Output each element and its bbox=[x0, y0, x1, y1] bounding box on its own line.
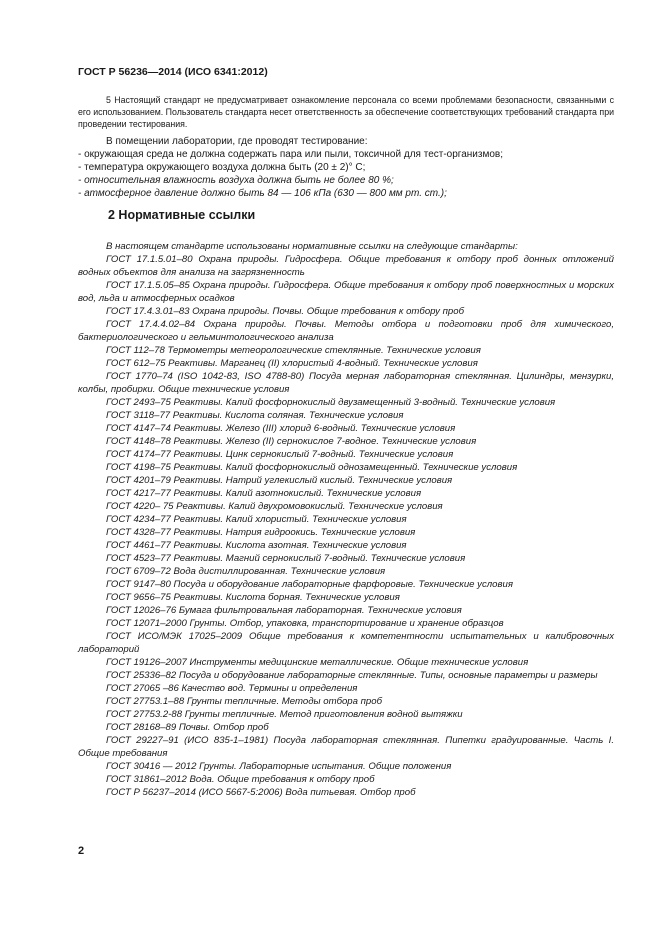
reference-item: ГОСТ 612–75 Реактивы. Марганец (II) хлористый 4-водный. Технические условия bbox=[106, 358, 478, 369]
reference-item: ГОСТ 4174–77 Реактивы. Цинк сернокислый 7-водный. Технические условия bbox=[106, 449, 454, 460]
reference-item: ГОСТ 31861–2012 Вода. Общие требования к отбору проб bbox=[106, 774, 375, 785]
reference-item: ГОСТ 27065 –86 Качество вод. Термины и определения bbox=[106, 683, 358, 694]
reference-item: ГОСТ 9147–80 Посуда и оборудование лабораторные фарфоровые. Технические условия bbox=[106, 579, 513, 590]
lab-conditions bbox=[78, 135, 614, 200]
reference-item: ГОСТ 112–78 Термометры метеорологические стеклянные. Технические условия bbox=[106, 345, 481, 356]
page-number: 2 bbox=[78, 845, 85, 857]
reference-item: ГОСТ 1770–74 (ISO 1042-83, ISO 4788-80) Посуда мерная лабораторная стеклянная. Цилиндры, мензурки, колбы, пробирки. Общие технические условия bbox=[78, 371, 614, 395]
reference-item: ГОСТ 4328–77 Реактивы. Натрия гидроокись. Технические условия bbox=[106, 527, 416, 538]
reference-item: ГОСТ 4220– 75 Реактивы. Калий двухромовокислый. Технические условия bbox=[106, 501, 443, 512]
reference-item: ГОСТ 4147–74 Реактивы. Железо (III) хлорид 6-водный. Технические условия bbox=[106, 423, 456, 434]
condition-item: - температура окружающего воздуха должна быть (20 ± 2)° С; bbox=[78, 162, 366, 173]
reference-item: ГОСТ 30416 — 2012 Грунты. Лабораторные испытания. Общие положения bbox=[106, 761, 452, 772]
reference-item: ГОСТ 28168–89 Почвы. Отбор проб bbox=[106, 722, 269, 733]
reference-item: ГОСТ 27753.1–88 Грунты тепличные. Методы отбора проб bbox=[106, 696, 382, 707]
reference-item: ГОСТ 17.1.5.05–85 Охрана природы. Гидросфера. Общие требования к отбору проб поверхностных и морских вод, льда и атмосферных осадков bbox=[78, 280, 614, 304]
normative-references bbox=[78, 240, 614, 799]
reference-item: ГОСТ 2493–75 Реактивы. Калий фосфорнокислый двузамещенный 3-водный. Технические условия bbox=[106, 397, 556, 408]
reference-item: ГОСТ Р 56237–2014 (ИСО 5667-5:2006) Вода питьевая. Отбор проб bbox=[106, 787, 416, 798]
reference-item: ГОСТ 4198–75 Реактивы. Калий фосфорнокислый однозамещенный. Технические условия bbox=[106, 462, 518, 473]
reference-item: ГОСТ 4234–77 Реактивы. Калий хлористый. Технические условия bbox=[106, 514, 407, 525]
reference-item: ГОСТ ИСО/МЭК 17025–2009 Общие требования к компетентности испытательных и калибровочных лабораторий bbox=[78, 631, 614, 655]
document-header: ГОСТ Р 56236—2014 (ИСО 6341:2012) bbox=[78, 66, 268, 78]
condition-item: - относительная влажность воздуха должна быть не более 80 %; bbox=[78, 175, 394, 186]
refs-intro: В настоящем стандарте использованы нормативные ссылки на следующие стандарты: bbox=[106, 241, 518, 252]
condition-item: - атмосферное давление должно быть 84 — 106 кПа (630 — 800 мм рт. ст.); bbox=[78, 188, 447, 199]
reference-item: ГОСТ 17.4.4.02–84 Охрана природы. Почвы. Методы отбора и подготовки проб для химического, бактериологического и гельминтологического анализа bbox=[78, 319, 614, 343]
reference-item: ГОСТ 12026–76 Бумага фильтровальная лабораторная. Технические условия bbox=[106, 605, 462, 616]
note-text: 5 Настоящий стандарт не предусматривает ознакомление персонала со всеми проблемами безопасности, связанными с его использованием. Пользователь стандарта несет ответственность за обеспечение соответствующих требований стандарта при проведении тестирования. bbox=[78, 95, 614, 130]
reference-item: ГОСТ 17.1.5.01–80 Охрана природы. Гидросфера. Общие требования к отбору проб донных отложений водных объектов для анализа на загрязненность bbox=[78, 254, 614, 278]
reference-item: ГОСТ 29227–91 (ИСО 835-1–1981) Посуда лабораторная стеклянная. Пипетки градуированные. Часть I. Общие требования bbox=[78, 735, 614, 759]
reference-item: ГОСТ 25336–82 Посуда и оборудование лабораторные стеклянные. Типы, основные параметры и размеры bbox=[106, 670, 598, 681]
reference-item: ГОСТ 9656–75 Реактивы. Кислота борная. Технические условия bbox=[106, 592, 400, 603]
section-title: 2 Нормативные ссылки bbox=[108, 208, 256, 222]
note-paragraph bbox=[78, 94, 614, 131]
reference-item: ГОСТ 3118–77 Реактивы. Кислота соляная. Технические условия bbox=[106, 410, 404, 421]
reference-item: ГОСТ 27753.2-88 Грунты тепличные. Метод приготовления водной вытяжки bbox=[106, 709, 463, 720]
reference-item: ГОСТ 4201–79 Реактивы. Натрий углекислый кислый. Технические условия bbox=[106, 475, 453, 486]
reference-item: ГОСТ 4523–77 Реактивы. Магний сернокислый 7-водный. Технические условия bbox=[106, 553, 466, 564]
reference-item: ГОСТ 4148–78 Реактивы. Железо (II) сернокислое 7-водное. Технические условия bbox=[106, 436, 477, 447]
reference-item: ГОСТ 17.4.3.01–83 Охрана природы. Почвы. Общие требования к отбору проб bbox=[106, 306, 464, 317]
reference-item: ГОСТ 19126–2007 Инструменты медицинские металлические. Общие технические условия bbox=[106, 657, 529, 668]
condition-item: - окружающая среда не должна содержать пара или пыли, токсичной для тест-организмов; bbox=[78, 149, 503, 160]
conditions-intro: В помещении лаборатории, где проводят тестирование: bbox=[106, 136, 368, 147]
reference-item: ГОСТ 4217–77 Реактивы. Калий азотнокислый. Технические условия bbox=[106, 488, 422, 499]
reference-item: ГОСТ 12071–2000 Грунты. Отбор, упаковка, транспортирование и хранение образцов bbox=[106, 618, 504, 629]
reference-item: ГОСТ 6709–72 Вода дистиллированная. Технические условия bbox=[106, 566, 386, 577]
reference-item: ГОСТ 4461–77 Реактивы. Кислота азотная. Технические условия bbox=[106, 540, 407, 551]
